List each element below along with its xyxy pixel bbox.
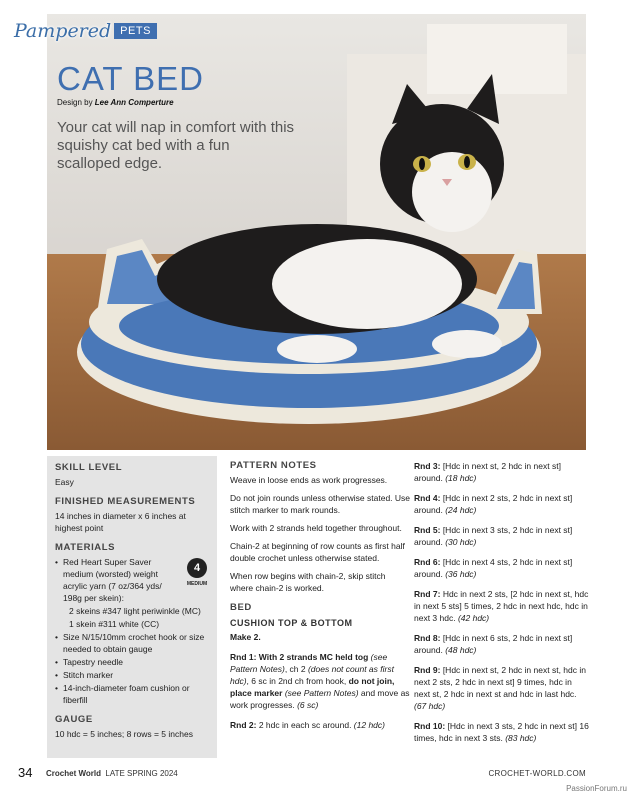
material-item: 2 skeins #347 light periwinkle (MC) — [69, 606, 201, 616]
rnd1-f: do not join, place marker — [230, 676, 395, 698]
round-8 — [414, 632, 589, 656]
magazine-info — [46, 769, 178, 778]
rnd1-a: Rnd 1: With 2 strands MC held tog — [230, 652, 371, 662]
round-7 — [414, 588, 589, 624]
note-item: Weave in loose ends as work progresses. — [230, 475, 388, 485]
note-item: Chain-2 at beginning of row counts as first half double crochet unless otherwise stated. — [230, 541, 405, 563]
rnd1-d: (does not count as first hdc) — [230, 664, 394, 686]
round-label: Rnd 4: — [414, 493, 441, 503]
rnd2-text: 2 hdc in each sc around. — [256, 720, 354, 730]
brand-script: Pampered — [14, 20, 112, 42]
magazine-name: Crochet World — [46, 769, 101, 778]
round-text: [Hdc in next st, 2 hdc in next st] around. — [414, 461, 561, 483]
round-label: Rnd 7: — [414, 589, 441, 599]
sidebar-info — [47, 456, 217, 758]
issue-name: LATE SPRING 2024 — [105, 769, 178, 778]
page-title: CAT BED — [57, 60, 204, 97]
note-item: Do not join rounds unless otherwise stated. Use stitch marker to mark rounds. — [230, 493, 411, 515]
byline — [57, 98, 174, 107]
rnd2-count: (12 hdc) — [353, 720, 385, 730]
material-item: • Tapestry needle — [55, 656, 209, 668]
round-label: Rnd 3: — [414, 461, 441, 471]
measure-value: 14 inches in diameter x 6 inches at highest point — [55, 511, 186, 533]
round-5 — [414, 524, 589, 548]
round-label: Rnd 9: — [414, 665, 441, 675]
byline-author: Lee Ann Comperture — [94, 98, 174, 107]
section-brand — [14, 20, 157, 42]
rnd1-e: , 6 sc in 2nd ch from hook, — [246, 676, 349, 686]
gauge-value: 10 hdc = 5 inches; 8 rows = 5 inches — [55, 729, 193, 739]
round-label: Rnd 10: — [414, 721, 446, 731]
round-count: (18 hdc) — [445, 473, 477, 483]
material-item: • Stitch marker — [55, 669, 209, 681]
round-10 — [414, 720, 589, 744]
material-item: 1 skein #311 white (CC) — [69, 619, 160, 629]
rounds-column — [414, 456, 589, 744]
rnd2-label: Rnd 2: — [230, 720, 257, 730]
round-text: [Hdc in next 2 sts, 2 hdc in next st] around. — [414, 493, 573, 515]
round-count: (67 hdc) — [414, 701, 446, 711]
byline-prefix: Design by — [57, 98, 95, 107]
site-url: CROCHET-WORLD.COM — [488, 769, 586, 778]
rnd1-h: and move as work progresses. — [230, 688, 410, 710]
skill-value: Easy — [55, 477, 74, 487]
round-3 — [414, 460, 589, 484]
gauge-heading: GAUGE — [55, 714, 93, 725]
skill-heading: SKILL LEVEL — [55, 462, 123, 473]
bed-heading: BED — [230, 602, 252, 613]
yarn-weight-label: MEDIUM — [186, 581, 208, 587]
note-item: When row begins with chain-2, skip stitch where chain-2 is worked. — [230, 571, 386, 593]
cushion-heading: CUSHION TOP & BOTTOM — [230, 618, 353, 628]
round-count: (24 hdc) — [445, 505, 477, 515]
round-9 — [414, 664, 589, 712]
round-text: [Hdc in next st, 2 hdc in next st, hdc in next 2 sts, 2 hdc in next st] 9 times, hdc in next st, 2 hdc in next st and hdc in last hdc. — [414, 665, 586, 699]
yarn-weight-number: 4 — [187, 558, 207, 578]
page-number: 34 — [18, 765, 33, 780]
round-1 — [230, 651, 410, 711]
round-label: Rnd 5: — [414, 525, 441, 535]
round-text: [Hdc in next 3 sts, 2 hdc in next st] 16 times, hdc in next 3 sts. — [414, 721, 589, 743]
watermark: PassionForum.ru — [566, 784, 627, 793]
measure-heading: FINISHED MEASUREMENTS — [55, 496, 196, 507]
round-text: [Hdc in next 6 sts, 2 hdc in next st] around. — [414, 633, 573, 655]
brand-tag: PETS — [114, 23, 157, 39]
material-item: • Size N/15/10mm crochet hook or size needed to obtain gauge — [55, 631, 209, 655]
round-label: Rnd 8: — [414, 633, 441, 643]
round-count: (48 hdc) — [445, 645, 477, 655]
pattern-notes-column — [230, 456, 410, 731]
round-text: [Hdc in next 4 sts, 2 hdc in next st] around. — [414, 557, 573, 579]
make-note: Make 2. — [230, 632, 261, 642]
round-text: Hdc in next 2 sts, [2 hdc in next st, hdc in next 5 sts] 5 times, 2 hdc in next hdc, hdc in next 3 hdc. — [414, 589, 589, 623]
intro-text: Your cat will nap in comfort with this squishy cat bed with a fun scalloped edge. — [57, 119, 295, 172]
round-2 — [230, 719, 410, 731]
rnd1-c: , ch 2 — [284, 664, 308, 674]
round-label: Rnd 6: — [414, 557, 441, 567]
yarn-weight-icon — [185, 558, 209, 590]
notes-heading: PATTERN NOTES — [230, 460, 317, 471]
round-count: (36 hdc) — [445, 569, 477, 579]
note-item: Work with 2 strands held together throughout. — [230, 523, 402, 533]
round-4 — [414, 492, 589, 516]
rnd1-i: (6 sc) — [297, 700, 319, 710]
round-count: (42 hdc) — [457, 613, 490, 623]
rnd1-g: (see Pattern Notes) — [284, 688, 359, 698]
materials-heading: MATERIALS — [55, 542, 116, 553]
rnd1-b: (see Pattern Notes) — [230, 652, 388, 674]
round-text: [Hdc in next 3 sts, 2 hdc in next st] around. — [414, 525, 573, 547]
round-count: (30 hdc) — [445, 537, 477, 547]
round-count: (83 hdc) — [505, 733, 537, 743]
material-item: • 14-inch-diameter foam cushion or fiberfill — [55, 682, 209, 706]
material-item: • Red Heart Super Saver medium (worsted) weight acrylic yarn (7 oz/364 yds/ 198g per skein): — [55, 556, 209, 604]
round-6 — [414, 556, 589, 580]
